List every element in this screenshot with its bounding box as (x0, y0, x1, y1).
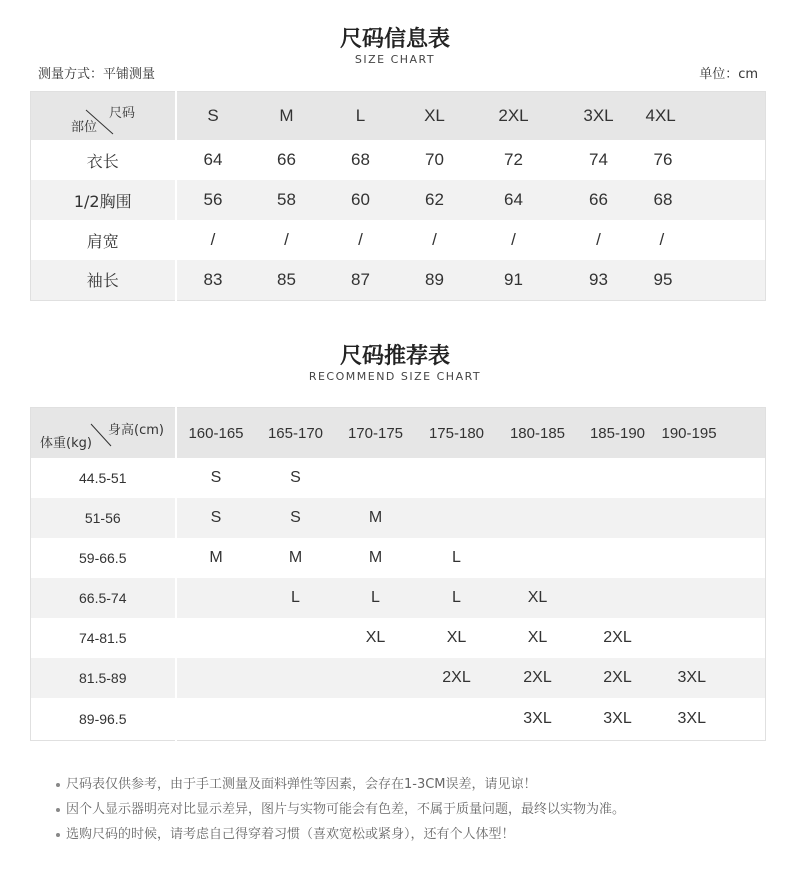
table-cell: 3XL (677, 709, 706, 727)
table-cell: 56 (176, 180, 250, 220)
corner-size-label: 尺码 (109, 106, 136, 121)
bullet-icon (56, 833, 60, 837)
table-row (31, 578, 766, 618)
table-cell: XL (365, 629, 386, 646)
row-label: 89-96.5 (31, 698, 176, 740)
table-cell: 83 (176, 260, 250, 300)
table-cell: 64 (203, 150, 223, 169)
table-cell (416, 498, 498, 538)
table-cell (176, 698, 256, 740)
table-cell (578, 498, 658, 538)
table-cell: 70 (425, 150, 444, 169)
table-cell: 89 (398, 260, 472, 300)
row-label: 66.5-74 (31, 578, 176, 618)
table-cell (416, 458, 498, 498)
table-cell: XL (446, 629, 467, 646)
table-cell: / (659, 230, 665, 249)
table-cell (578, 538, 658, 578)
table-cell: / (358, 230, 363, 249)
unit-label: 单位：cm (699, 67, 758, 82)
table-row (31, 498, 766, 538)
note-text: 因个人显示器明亮对比显示差异，图片与实物可能会有色差，不属于质量问题，最终以实物为准。 (66, 802, 626, 817)
note-text: 尺码表仅供参考，由于手工测量及面料弹性等因素，会存在1-3CM误差，请见谅！ (66, 777, 537, 792)
table-cell: / (596, 230, 601, 249)
table-row (31, 458, 766, 498)
size-column-header: 3XL (556, 92, 642, 141)
notes-list (56, 772, 625, 847)
note-item (56, 772, 625, 797)
corner-weight-label: 体重(kg) (40, 436, 92, 451)
table-cell: M (288, 549, 303, 566)
table-cell (176, 618, 256, 658)
table-cell: 91 (472, 260, 556, 300)
table-cell: 76 (653, 150, 673, 169)
row-label: 51-56 (31, 498, 176, 538)
size-column-header: 4XL (642, 92, 766, 141)
table-cell (336, 658, 416, 698)
size-column-header: XL (398, 92, 472, 141)
table-cell: M (209, 549, 223, 566)
table-cell: XL (498, 578, 578, 618)
table-cell: 66 (277, 150, 296, 169)
table-cell (336, 458, 416, 498)
table-cell (658, 498, 766, 538)
table-cell: 64 (472, 180, 556, 220)
table-cell (256, 618, 336, 658)
height-column-header: 160-165 (176, 408, 256, 459)
table-cell: 66 (556, 180, 642, 220)
table-cell: 58 (250, 180, 324, 220)
table-cell: 3XL (603, 709, 632, 727)
table-cell: 85 (250, 260, 324, 300)
table-cell: S (290, 469, 301, 486)
table-row (31, 260, 766, 300)
table-cell: S (210, 469, 222, 486)
height-column-header: 170-175 (336, 408, 416, 459)
table-cell: M (336, 498, 416, 538)
size-chart-title: 尺码信息表 (339, 27, 450, 52)
table-cell: 93 (556, 260, 642, 300)
table-cell: 72 (504, 150, 523, 169)
table-row (31, 658, 766, 698)
row-label: 44.5-51 (31, 458, 176, 498)
size-column-header: L (324, 92, 398, 141)
table-cell: S (176, 498, 256, 538)
size-chart-subtitle: SIZE CHART (354, 53, 436, 66)
table-cell (256, 658, 336, 698)
table-cell (498, 538, 578, 578)
table-cell: 2XL (603, 629, 632, 646)
table-cell (578, 458, 658, 498)
table-cell: L (336, 578, 416, 618)
table-cell: 2XL (578, 658, 658, 698)
note-text: 选购尺码的时候，请考虑自己得穿着习惯（喜欢宽松或紧身），还有个人体型！ (66, 827, 515, 842)
table-cell: 2XL (416, 658, 498, 698)
recommend-header-row (31, 408, 766, 459)
table-cell: L (416, 578, 498, 618)
table-row (31, 538, 766, 578)
table-cell: L (256, 578, 336, 618)
row-label: 81.5-89 (31, 658, 176, 698)
recommend-chart-subtitle: RECOMMEND SIZE CHART (308, 370, 482, 383)
bullet-icon (56, 783, 60, 787)
size-column-header: 2XL (472, 92, 556, 141)
size-info-table (30, 91, 766, 301)
table-cell: 3XL (658, 658, 766, 698)
measure-method: 测量方式：平铺测量 (38, 67, 156, 82)
row-label: 衣长 (31, 140, 176, 180)
size-recommend-table (30, 407, 766, 741)
table-cell: 95 (642, 260, 766, 300)
table-cell (658, 538, 766, 578)
row-label: 1/2胸围 (31, 180, 176, 220)
table-row (31, 698, 766, 740)
height-column-header: 185-190 (578, 408, 658, 459)
table-cell: 2XL (498, 658, 578, 698)
table-cell: S (256, 498, 336, 538)
height-column-header: 190-195 (658, 408, 766, 459)
table-cell: 60 (324, 180, 398, 220)
table-cell: / (432, 230, 437, 249)
table-row (31, 220, 766, 260)
table-cell (416, 698, 498, 740)
row-label: 袖长 (31, 260, 176, 300)
table-cell: 3XL (523, 709, 552, 727)
size-column-header: M (250, 92, 324, 141)
table-cell: M (368, 549, 383, 566)
table-row (31, 140, 766, 180)
table-cell (498, 458, 578, 498)
table-cell (578, 578, 658, 618)
height-column-header: 175-180 (416, 408, 498, 459)
note-item (56, 822, 625, 847)
size-info-corner-cell (31, 92, 176, 141)
table-cell: 68 (642, 180, 766, 220)
recommend-chart-title: 尺码推荐表 (339, 344, 450, 369)
size-column-header: S (176, 92, 250, 141)
note-item (56, 797, 625, 822)
table-cell (336, 698, 416, 740)
row-label: 74-81.5 (31, 618, 176, 658)
table-row (31, 618, 766, 658)
table-cell (176, 578, 256, 618)
recommend-corner-cell (31, 408, 176, 459)
table-cell (658, 578, 766, 618)
table-cell: 62 (398, 180, 472, 220)
table-cell: 68 (351, 150, 370, 169)
table-cell: XL (527, 629, 548, 646)
table-cell (498, 498, 578, 538)
row-label: 59-66.5 (31, 538, 176, 578)
table-cell (658, 618, 766, 658)
table-cell: 87 (324, 260, 398, 300)
table-cell: / (284, 230, 289, 249)
table-cell: / (511, 230, 516, 249)
table-cell: 74 (589, 150, 608, 169)
size-info-header-row (31, 92, 766, 141)
height-column-header: 165-170 (256, 408, 336, 459)
table-cell (658, 458, 766, 498)
bullet-icon (56, 808, 60, 812)
height-column-header: 180-185 (498, 408, 578, 459)
table-cell (256, 698, 336, 740)
table-cell: / (210, 230, 216, 249)
table-row (31, 180, 766, 220)
corner-part-label: 部位 (71, 120, 98, 135)
corner-height-label: 身高(cm) (108, 423, 164, 438)
table-cell: L (452, 549, 461, 566)
table-cell (176, 658, 256, 698)
row-label: 肩宽 (31, 220, 176, 260)
